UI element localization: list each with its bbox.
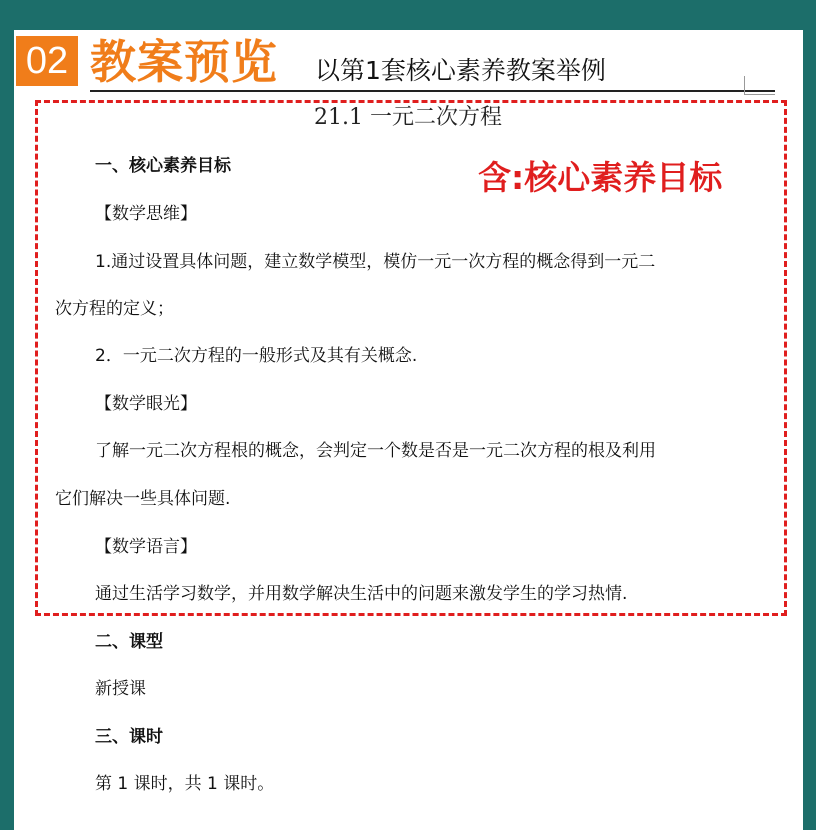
periods: 第 1 课时，共 1 课时。 [95,774,275,794]
section3-heading: 三、课时 [95,727,163,747]
page-corner-mark [744,76,775,95]
language-label: 【数学语言】 [95,537,197,557]
lesson-type: 新授课 [95,679,146,699]
language-line: 通过生活学习数学，并用数学解决生活中的问题来激发学生的学习热情. [95,584,628,604]
section2-heading: 二、课型 [95,632,163,652]
thinking-label: 【数学思维】 [95,204,197,224]
vision-line2: 它们解决一些具体问题. [55,489,231,509]
section-number-badge: 02 [16,36,78,86]
header-subtitle: 以第1套核心素养教案举例 [315,56,606,85]
vision-label: 【数学眼光】 [95,394,197,414]
section1-heading: 一、核心素养目标 [95,156,231,176]
header-title: 教案预览 [90,35,278,89]
thinking-paragraph1-line1: 1.通过设置具体问题，建立数学模型，模仿一元一次方程的概念得到一元二 [95,252,656,272]
thinking-paragraph1-line2: 次方程的定义； [55,299,174,319]
vision-line1: 了解一元二次方程根的概念，会判定一个数是否是一元二次方程的根及利用 [95,441,656,461]
thinking-paragraph2: 2．一元二次方程的一般形式及其有关概念. [95,346,418,366]
document-title: 21.1 一元二次方程 [314,105,502,130]
header-underline [90,90,775,92]
callout-label: 含:核心素养目标 [478,158,723,197]
